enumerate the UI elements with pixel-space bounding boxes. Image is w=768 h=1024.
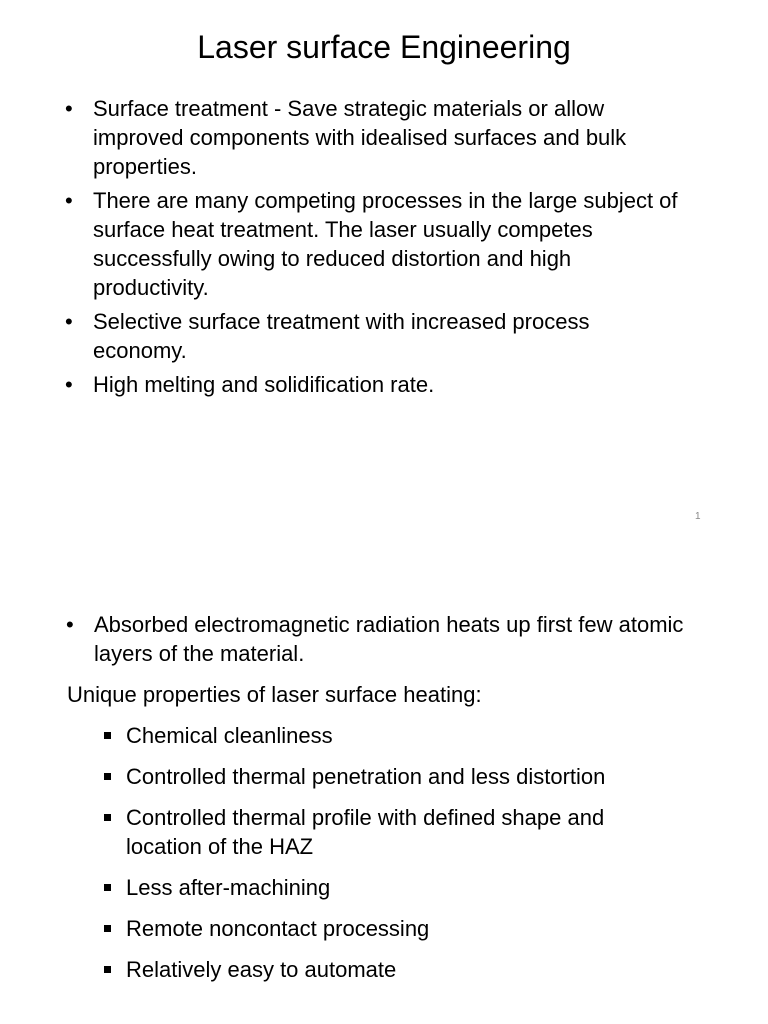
- slide-title: Laser surface Engineering: [197, 29, 571, 65]
- property-item: [0, 721, 768, 750]
- property-text: Chemical cleanliness: [126, 723, 333, 748]
- bullet-dot-icon: •: [65, 96, 73, 121]
- bullet-text: Selective surface treatment with increased process economy.: [93, 309, 590, 363]
- square-bullet-icon: [104, 884, 111, 891]
- property-text: Controlled thermal penetration and less distortion: [126, 764, 606, 789]
- property-item: [0, 914, 768, 943]
- square-bullet-icon: [104, 966, 111, 973]
- bullet-list: [0, 94, 768, 404]
- page-number: 1: [695, 511, 701, 522]
- bullet-list: [0, 610, 768, 668]
- bullet-item: [0, 610, 768, 668]
- bullet-item: [0, 307, 768, 365]
- bullet-item: [0, 370, 768, 399]
- square-bullet-icon: [104, 814, 111, 821]
- properties-list: [0, 721, 768, 996]
- property-item: [0, 873, 768, 902]
- bullet-text: There are many competing processes in the large subject of surface heat treatment. The laser usually competes successfully owing to reduced distortion and high productivity.: [93, 188, 678, 300]
- bullet-text: Surface treatment - Save strategic materials or allow improved components with idealised surfaces and bulk properties.: [93, 96, 627, 179]
- bullet-dot-icon: •: [65, 309, 73, 334]
- bullet-text: Absorbed electromagnetic radiation heats up first few atomic layers of the material.: [94, 612, 684, 666]
- bullet-dot-icon: •: [65, 372, 73, 397]
- properties-heading: Unique properties of laser surface heating:: [67, 682, 482, 707]
- bullet-dot-icon: •: [66, 612, 74, 637]
- property-text: Remote noncontact processing: [126, 916, 430, 941]
- square-bullet-icon: [104, 773, 111, 780]
- bullet-dot-icon: •: [65, 188, 73, 213]
- property-text: Less after-machining: [126, 875, 331, 900]
- property-item: [0, 803, 768, 861]
- bullet-item: [0, 186, 768, 302]
- square-bullet-icon: [104, 732, 111, 739]
- property-text: Controlled thermal profile with defined shape and location of the HAZ: [126, 805, 605, 859]
- property-item: [0, 762, 768, 791]
- bullet-item: [0, 94, 768, 181]
- square-bullet-icon: [104, 925, 111, 932]
- bullet-text: High melting and solidification rate.: [93, 372, 435, 397]
- slide-2: [0, 512, 768, 1024]
- property-item: [0, 955, 768, 984]
- property-text: Relatively easy to automate: [126, 957, 397, 982]
